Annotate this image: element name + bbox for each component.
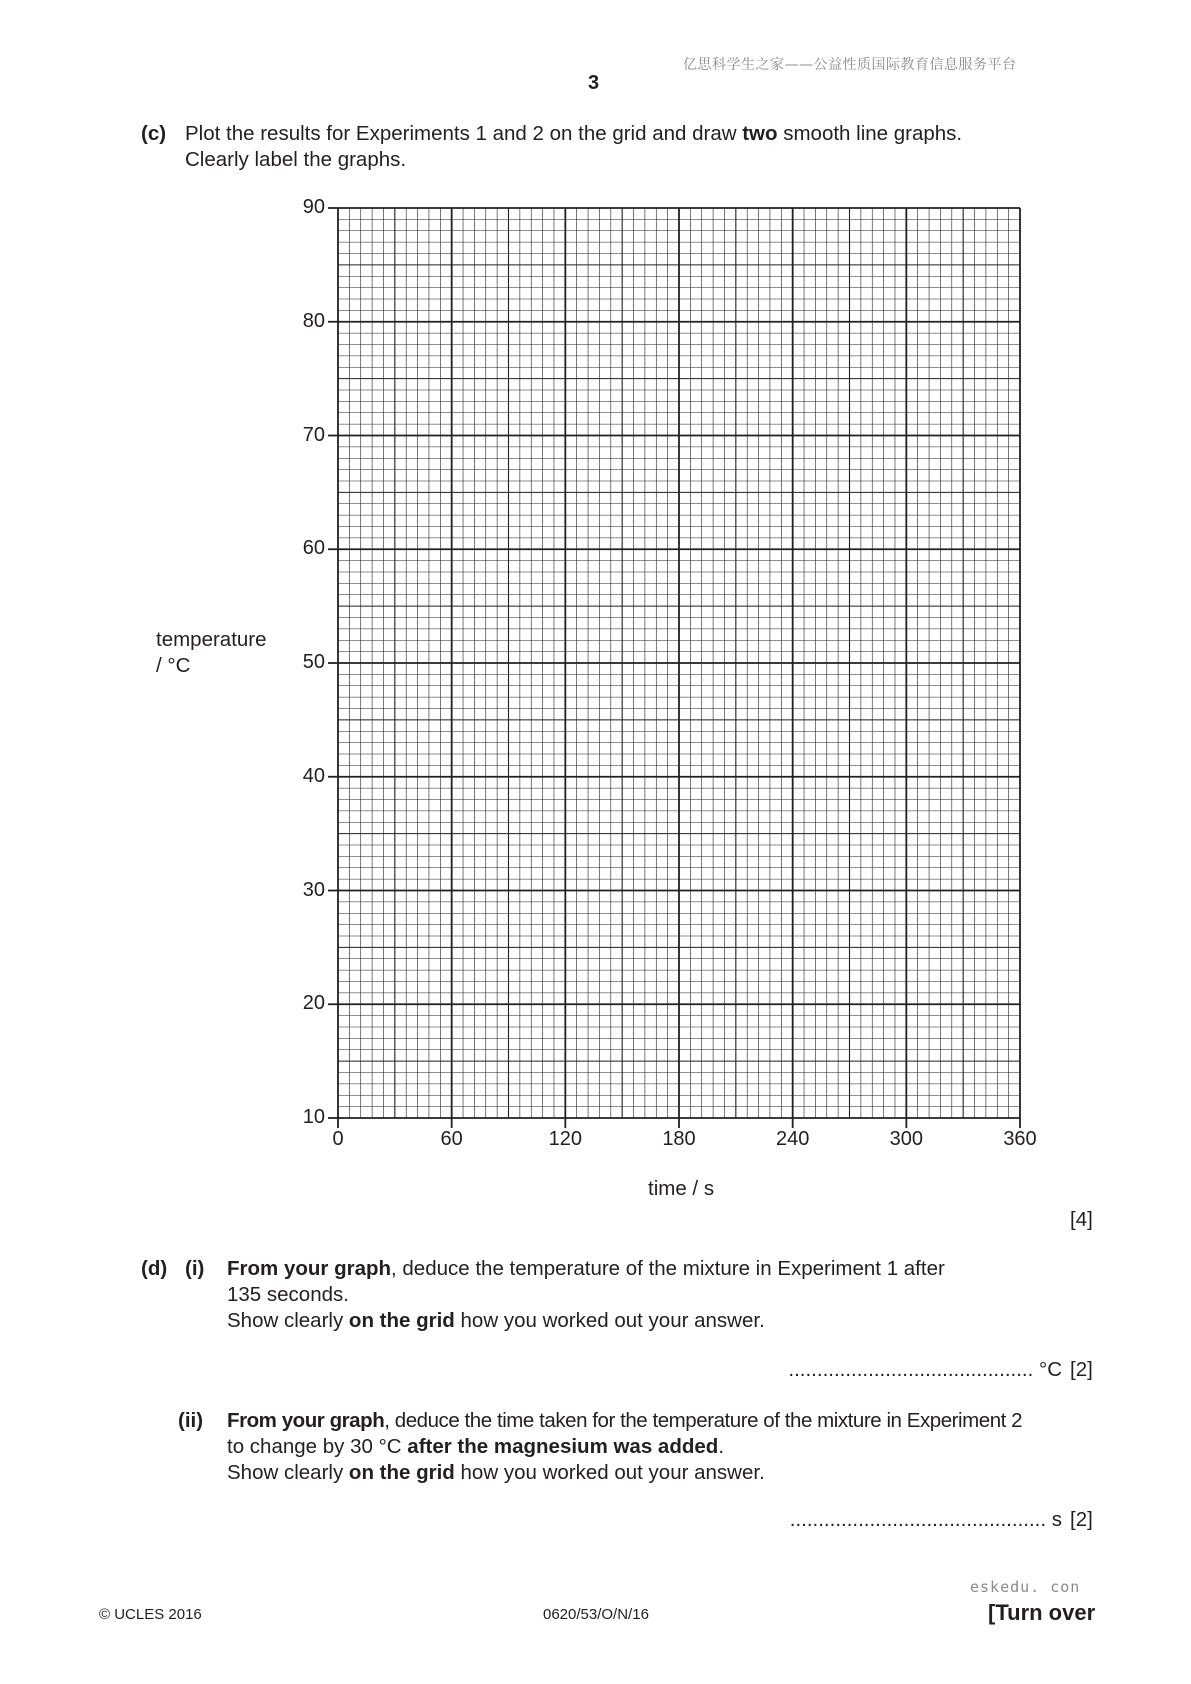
question-label-d: (d) [141,1257,168,1280]
question-d-ii-text1: , deduce the time taken for the temperature of the mixture in Experiment 2 [384,1409,1023,1432]
question-d-i-text3b: how you worked out your answer. [454,1309,765,1332]
y-tick-label: 60 [302,537,325,560]
question-d-ii-bold3: on the grid [348,1461,455,1484]
x-tick-label: 120 [548,1128,583,1150]
question-label-c: (c) [141,122,167,145]
watermark-text: 亿思科学生之家——公益性质国际教育信息服务平台 [683,57,1017,73]
y-tick-label: 90 [302,196,325,218]
copyright: © UCLES 2016 [99,1606,202,1623]
question-d-ii-bold2: after the magnesium was added [407,1435,719,1458]
question-d-ii-line2 [227,1434,1093,1460]
y-axis-label-line2: / °C [156,654,191,677]
x-tick-label: 60 [440,1128,463,1150]
question-label-d-i: (i) [185,1257,205,1280]
question-d-ii-text2b: . [718,1435,725,1458]
y-tick-label: 10 [302,1106,325,1128]
question-d-i-line1 [227,1256,1093,1282]
y-tick-label: 80 [302,309,325,332]
turn-over: [Turn over [988,1600,1096,1625]
question-d-ii-line3 [227,1460,1093,1486]
question-d-ii-text [227,1408,1093,1486]
y-tick-label: 50 [302,651,325,673]
question-d-ii-line1 [227,1408,1093,1434]
y-tick-label: 70 [302,423,325,446]
question-d-i-text1: , deduce the temperature of the mixture in Experiment 1 after [391,1257,945,1280]
question-c-text-1: Plot the results for Experiments 1 and 2 on the grid and draw [185,122,743,145]
question-d-i-bold3: on the grid [348,1309,455,1332]
question-label-d-ii: (ii) [178,1409,204,1432]
x-tick-label: 0 [332,1128,344,1150]
answer-line-d-ii[interactable]: ............................................. s [789,1508,1062,1531]
question-d-i-line2: 135 seconds. [227,1283,349,1306]
x-tick-label: 240 [775,1128,810,1150]
marks-d-ii: [2] [1070,1508,1093,1531]
marks-d-i: [2] [1070,1358,1093,1381]
y-tick-label: 30 [302,878,325,901]
question-d-i-bold1: From your graph [227,1257,392,1280]
paper-code: 0620/53/O/N/16 [543,1606,649,1623]
question-c-text-2: smooth line graphs. [777,122,963,145]
question-d-i-text3: Show clearly [227,1309,349,1332]
answer-line-d-i[interactable]: ........................................... °C [788,1358,1062,1381]
x-tick-label: 360 [1003,1128,1037,1150]
question-d-ii-text3: Show clearly [227,1461,349,1484]
y-tick-label: 40 [302,764,325,787]
question-d-i-line3 [227,1308,1093,1334]
x-axis-label: time / s [648,1177,715,1200]
x-tick-label: 180 [662,1128,696,1150]
question-d-ii-bold1: From your graph [227,1409,385,1432]
x-tick-label: 300 [889,1128,924,1150]
page-number: 3 [588,72,600,94]
site-watermark: eskedu. con [970,1578,1081,1596]
question-d-ii-text3b: how you worked out your answer. [454,1461,765,1484]
marks-c: [4] [1070,1208,1093,1231]
question-c-line2: Clearly label the graphs. [185,148,407,171]
y-axis-label-line1: temperature [156,628,267,651]
question-c-bold: two [742,122,778,145]
y-tick-label: 20 [302,992,325,1015]
question-d-i-text [227,1256,1093,1334]
question-d-ii-text2: to change by 30 °C [227,1435,408,1458]
